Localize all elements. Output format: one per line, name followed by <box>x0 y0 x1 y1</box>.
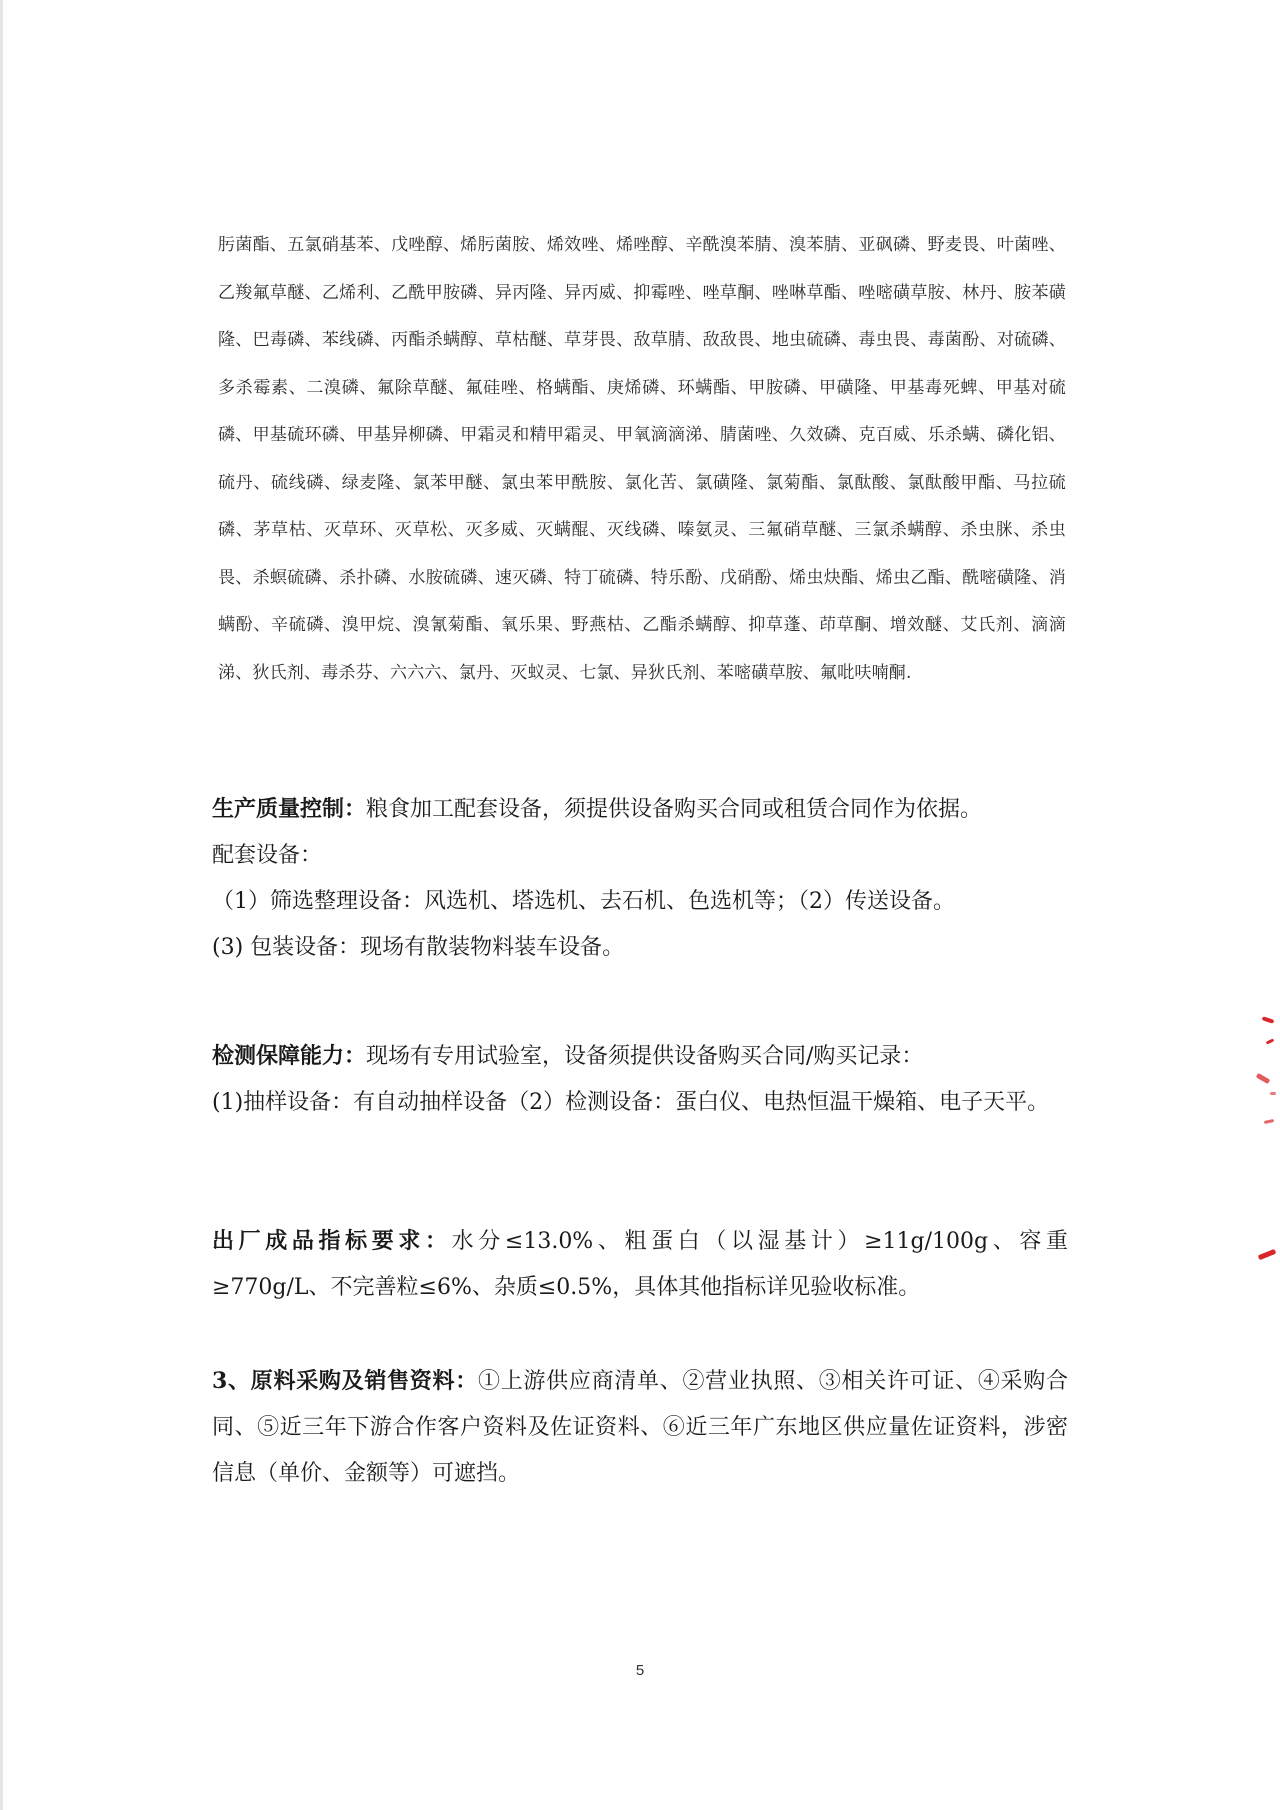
testing-capability-heading: 检测保障能力： <box>212 1043 367 1069</box>
factory-indicators-text: 水分≤13.0%、粗蛋白（以湿基计）≥11g/100g、容重≥770g/L、不完善粒≤6%、杂质≤0.5%，具体其他指标详见验收标准。 <box>212 1229 1068 1300</box>
testing-capability-intro: 现场有专用试验室，设备须提供设备购买合同/购买记录： <box>366 1044 924 1069</box>
seal-fragment-5 <box>1264 1119 1274 1124</box>
seal-fragment-2 <box>1266 1038 1275 1044</box>
seal-fragment-4 <box>1270 1092 1276 1095</box>
quality-control-paragraph <box>212 786 1068 833</box>
factory-indicators-heading: 出厂成品指标要求： <box>212 1228 452 1254</box>
seal-fragment-1 <box>1262 1016 1275 1024</box>
quality-control-line-3: （1）筛选整理设备：风选机、塔选机、去石机、色选机等；（2）传送设备。 <box>212 889 955 914</box>
testing-capability-paragraph <box>212 1033 1068 1080</box>
seal-fragment-3 <box>1256 1073 1271 1084</box>
testing-capability-line-2: (1)抽样设备：有自动抽样设备（2）检测设备：蛋白仪、电热恒温干燥箱、电子天平。 <box>212 1090 1050 1115</box>
scan-edge <box>0 0 3 1810</box>
materials-paragraph <box>212 1358 1068 1497</box>
quality-control-section <box>212 786 1068 971</box>
materials-text: ①上游供应商清单、②营业执照、③相关许可证、④采购合同、⑤近三年下游合作客户资料及佐证资料、⑥近三年广东地区供应量佐证资料，涉密信息（单价、金额等）可遮挡。 <box>212 1369 1068 1486</box>
quality-control-line-2: 配套设备： <box>212 843 323 868</box>
seal-fragment-6 <box>1258 1249 1277 1260</box>
quality-control-heading: 生产质量控制： <box>212 796 367 822</box>
pesticide-list: 肟菌酯、五氯硝基苯、戊唑醇、烯肟菌胺、烯效唑、烯唑醇、辛酰溴苯腈、溴苯腈、亚砜磷、野麦畏、叶菌唑、乙羧氟草醚、乙烯利、乙酰甲胺磷、异丙隆、异丙威、抑霉唑、唑草酮、唑啉草酯、唑嘧磺草胺、林丹、胺苯磺隆、巴毒磷、苯线磷、丙酯杀螨醇、草枯醚、草芽畏、敌草腈、敌敌畏、地虫硫磷、毒虫畏、毒菌酚、对硫磷、多杀霉素、二溴磷、氟除草醚、氟硅唑、格螨酯、庚烯磷、环螨酯、甲胺磷、甲磺隆、甲基毒死蜱、甲基对硫磷、甲基硫环磷、甲基异柳磷、甲霜灵和精甲霜灵、甲氧滴滴涕、腈菌唑、久效磷、克百威、乐杀螨、磷化铝、硫丹、硫线磷、绿麦隆、氯苯甲醚、氯虫苯甲酰胺、氯化苦、氯磺隆、氯菊酯、氯酞酸、氯酞酸甲酯、马拉硫磷、茅草枯、灭草环、灭草松、灭多威、灭螨醌、灭线磷、嗪氨灵、三氟硝草醚、三氯杀螨醇、杀虫脒、杀虫畏、杀螟硫磷、杀扑磷、水胺硫磷、速灭磷、特丁硫磷、特乐酚、戊硝酚、烯虫炔酯、烯虫乙酯、酰嘧磺隆、消螨酚、辛硫磷、溴甲烷、溴氰菊酯、氧乐果、野燕枯、乙酯杀螨醇、抑草蓬、茚草酮、增效醚、艾氏剂、滴滴涕、狄氏剂、毒杀芬、六六六、氯丹、灭蚁灵、七氯、异狄氏剂、苯嘧磺草胺、氟吡呋喃酮. <box>218 235 1066 683</box>
quality-control-intro: 粮食加工配套设备，须提供设备购买合同或租赁合同作为依据。 <box>366 797 983 822</box>
factory-indicators-paragraph <box>212 1218 1068 1311</box>
factory-indicators-section <box>212 1218 1068 1311</box>
materials-section <box>212 1358 1068 1497</box>
page-number: 5 <box>635 1662 645 1679</box>
materials-heading: 3、原料采购及销售资料： <box>212 1368 478 1394</box>
quality-control-line-4: (3) 包装设备：现场有散装物料装车设备。 <box>212 935 625 960</box>
testing-capability-section <box>212 1033 1068 1126</box>
